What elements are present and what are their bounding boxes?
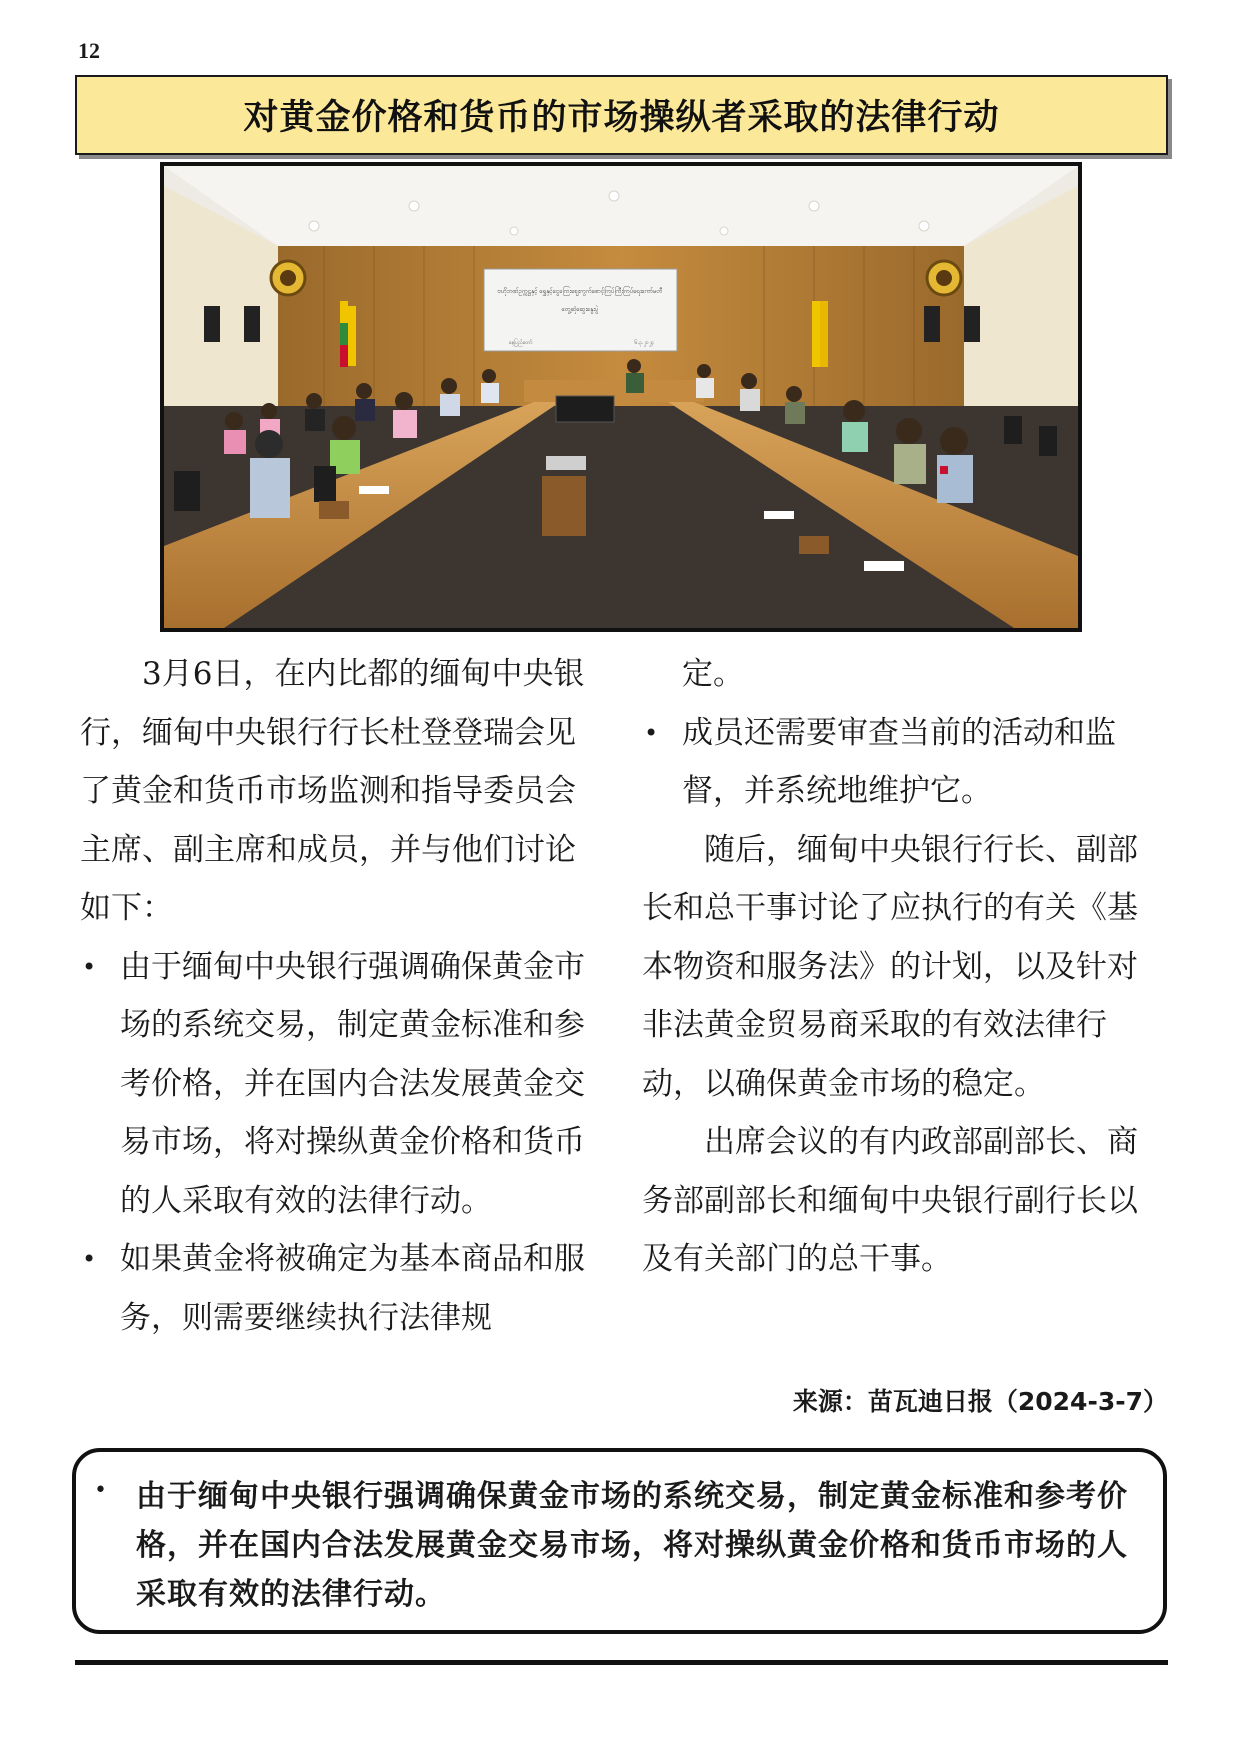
screen-text-2: တွေ့ဆုံဆွေးနွေးပွဲ — [561, 306, 599, 313]
list-item — [80, 938, 600, 1231]
page-title: 对黄金价格和货币的市场操纵者采取的法律行动 — [243, 98, 1000, 138]
title-banner — [75, 75, 1168, 155]
right-column — [642, 645, 1162, 1289]
paragraph-followup: 随后，缅甸中央银行行长、副部长和总干事讨论了应执行的有关《基本物资和服务法》的计划，以及针对非法黄金贸易商采取的有效法律行动，以确保黄金市场的稳定。 — [642, 831, 1138, 1102]
meeting-photo — [160, 162, 1082, 632]
bullet-text-2: 如果黄金将被确定为基本商品和服务，则需要继续执行法律规 — [120, 1241, 585, 1336]
page-number: 12 — [78, 38, 100, 63]
screen-date: ၆.၃.၂၀၂၄ — [634, 340, 654, 346]
screen-text-1: ဗဟိုဘဏ်ဥက္ကဋ္ဌနှင့် ရွှေနှင့်ငွေကြေးဈေးကွက်စောင့်ကြပ်ကြီးကြပ်ရေးကော်မတီ — [497, 288, 663, 295]
bullet-text-1: 由于缅甸中央银行强调确保黄金市场的系统交易，制定黄金标准和参考价格，并在国内合法发展黄金交易市场，将对操纵黄金价格和货币的人采取有效的法律行动。 — [120, 948, 585, 1219]
summary-text: 由于缅甸中央银行强调确保黄金市场的系统交易，制定黄金标准和参考价格，并在国内合法发展黄金交易市场，将对操纵黄金价格和货币市场的人采取有效的法律行动。 — [136, 1479, 1128, 1612]
intro-paragraph: 3月6日，在内比都的缅甸中央银行，缅甸中央银行行长杜登登瑞会见了黄金和货币市场监测和指导委员会主席、副主席和成员，并与他们讨论如下： — [80, 656, 585, 926]
paragraph-attendees: 出席会议的有内政部副部长、商务部副部长和缅甸中央银行副行长以及有关部门的总干事。 — [642, 1124, 1138, 1277]
bullet-icon: • — [94, 1478, 107, 1503]
screen-text-3: နေပြည်တော် — [509, 340, 533, 346]
list-item — [80, 1230, 600, 1347]
bullet-text-3: 成员还需要审查当前的活动和监督，并系统地维护它。 — [682, 714, 1116, 809]
bullet-icon: • — [82, 952, 97, 981]
bottom-rule — [75, 1660, 1168, 1665]
meeting-room-illustration — [164, 166, 1078, 628]
summary-box — [72, 1448, 1167, 1634]
source-citation: 来源：苗瓦迪日报（2024-3-7） — [792, 1387, 1168, 1416]
left-column — [80, 645, 600, 1347]
bullet-continuation: 定。 — [682, 656, 744, 692]
bullet-icon: • — [644, 718, 659, 747]
list-item — [642, 704, 1162, 821]
bullet-icon: • — [82, 1245, 97, 1273]
